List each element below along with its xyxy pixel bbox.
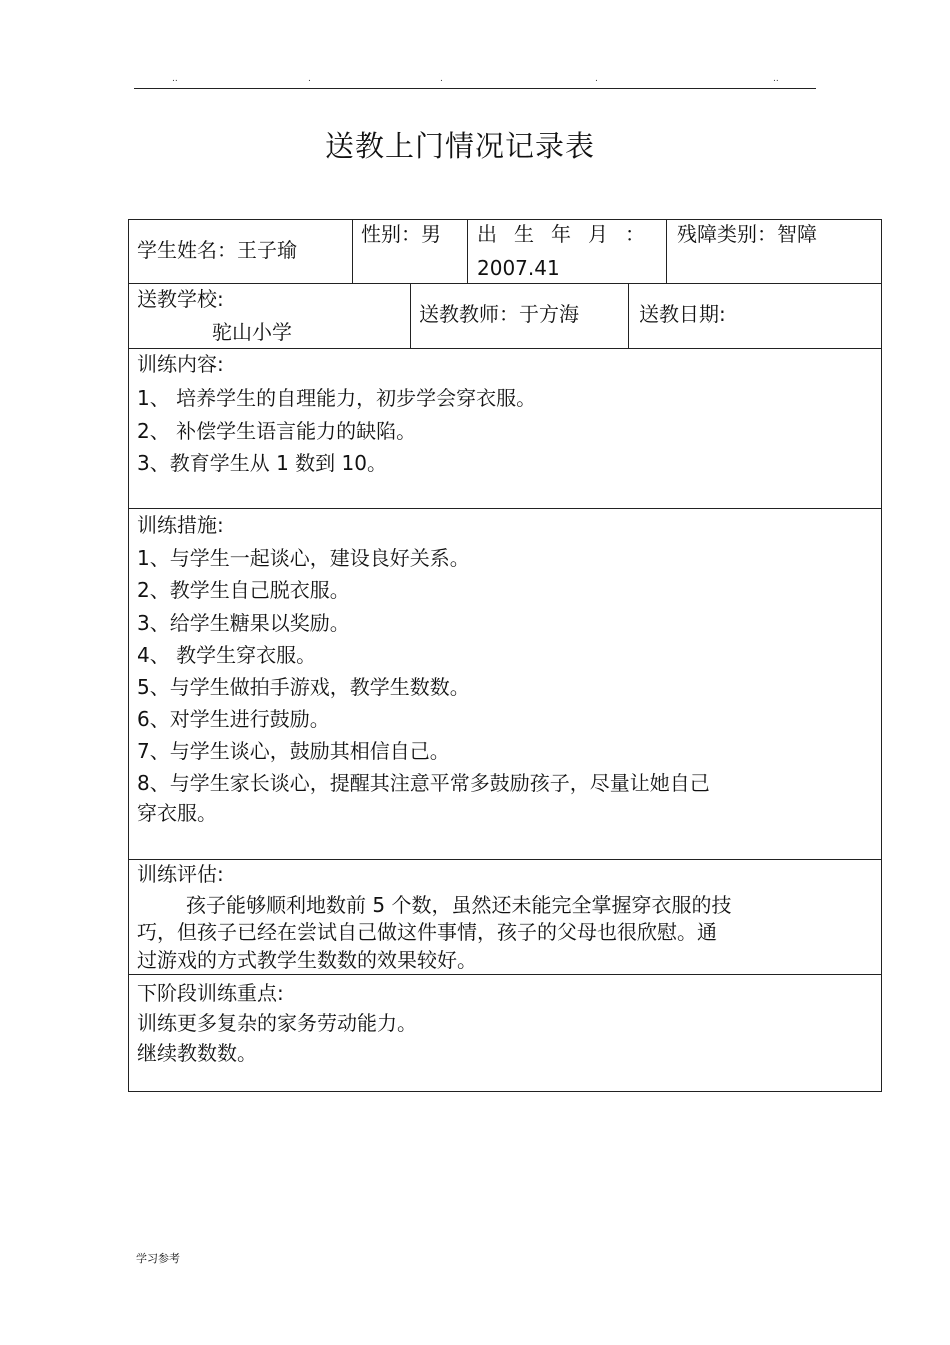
content-item: 1、 培养学生的自理能力，初步学会穿衣服。 xyxy=(137,386,537,410)
header-rule xyxy=(134,88,816,89)
header-dot: . xyxy=(595,74,598,84)
disability-type: 残障类别：智障 xyxy=(677,222,817,246)
cell-divider xyxy=(666,219,667,284)
header-dot: . xyxy=(440,74,443,84)
teacher: 送教教师：于方海 xyxy=(419,302,579,326)
measure-item: 7、与学生谈心，鼓励其相信自己。 xyxy=(137,739,450,763)
evaluation-line: 巧，但孩子已经在尝试自己做这件事情，孩子的父母也很欣慰。通 xyxy=(137,920,717,944)
date-label: 送教日期: xyxy=(639,302,726,326)
measure-item: 2、教学生自己脱衣服。 xyxy=(137,578,350,602)
gender: 性别：男 xyxy=(361,222,441,246)
birth-label: 出生年月： xyxy=(477,222,662,246)
header-dot: .. xyxy=(773,74,779,84)
content-label: 训练内容: xyxy=(137,352,224,376)
measure-item: 3、给学生糖果以奖励。 xyxy=(137,611,350,635)
birth-value: 2007.41 xyxy=(477,256,560,280)
header-dot: .. xyxy=(172,74,178,84)
school-value: 驼山小学 xyxy=(212,320,292,344)
measure-item: 6、对学生进行鼓励。 xyxy=(137,707,330,731)
next-line: 训练更多复杂的家务劳动能力。 xyxy=(137,1011,417,1035)
content-item: 2、 补偿学生语言能力的缺陷。 xyxy=(137,419,417,443)
next-label: 下阶段训练重点: xyxy=(137,981,284,1005)
header-dot: . xyxy=(308,74,311,84)
measure-item: 4、 教学生穿衣服。 xyxy=(137,643,317,667)
student-name: 学生姓名：王子瑜 xyxy=(137,238,297,262)
cell-divider xyxy=(467,219,468,284)
footer-note: 学习参考 xyxy=(136,1252,180,1265)
cell-divider xyxy=(352,219,353,284)
measure-item: 穿衣服。 xyxy=(137,801,217,825)
page-title: 送教上门情况记录表 xyxy=(324,129,595,163)
content-item: 3、教育学生从 1 数到 10。 xyxy=(137,451,387,475)
cell-divider xyxy=(628,283,629,349)
evaluation-line: 孩子能够顺利地数前 5 个数，虽然还未能完全掌握穿衣服的技 xyxy=(186,893,732,917)
next-line: 继续教数数。 xyxy=(137,1041,257,1065)
evaluation-label: 训练评估: xyxy=(137,862,224,886)
school-label: 送教学校: xyxy=(137,287,224,311)
measure-item: 8、与学生家长谈心，提醒其注意平常多鼓励孩子，尽量让她自己 xyxy=(137,771,710,795)
measure-item: 5、与学生做拍手游戏，教学生数数。 xyxy=(137,675,470,699)
measure-item: 1、与学生一起谈心，建设良好关系。 xyxy=(137,546,470,570)
cell-divider xyxy=(410,283,411,349)
measures-label: 训练措施: xyxy=(137,513,224,537)
evaluation-line: 过游戏的方式教学生数数的效果较好。 xyxy=(137,948,477,972)
